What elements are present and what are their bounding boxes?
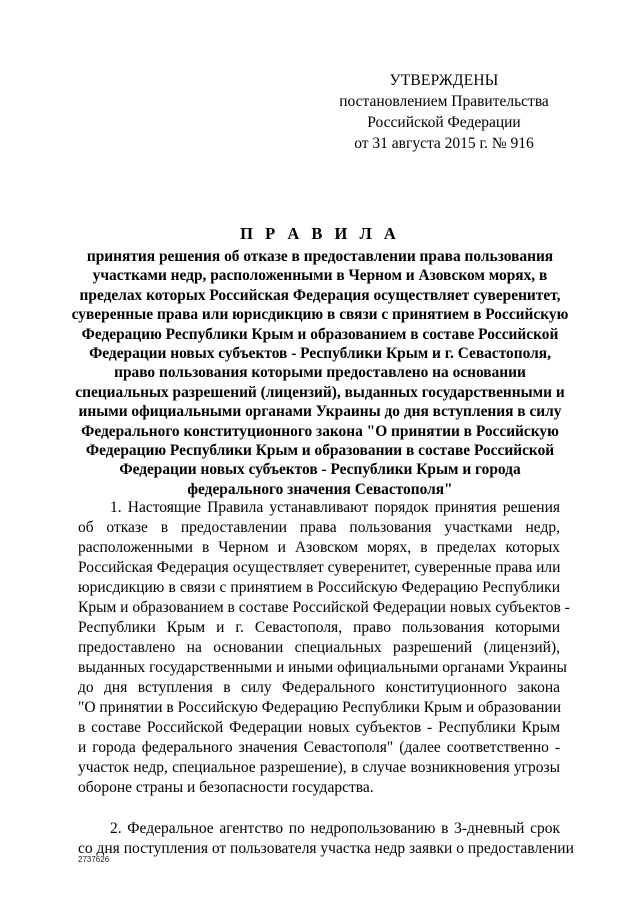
subtitle-line: Федерацию Республики Крым и образованием в составе Российской	[81, 325, 559, 343]
approval-line-1: постановлением Правительства	[339, 93, 549, 110]
subtitle-line: федерального значения Севастополя"	[187, 480, 453, 498]
paragraph-line: Республики Крым и г. Севастополя, право пользования которыми	[78, 619, 560, 636]
paragraph-line: в составе Российской Федерации новых субъектов - Республики Крым	[78, 719, 560, 736]
paragraph-line: Крым и образованием в составе Российской Федерации новых субъектов -	[78, 599, 570, 616]
subtitle-line: Федерального конституционного закона "О принятии в Российскую	[81, 422, 559, 440]
subtitle-line: суверенные права или юрисдикцию в связи с принятием в Российскую	[71, 306, 569, 324]
subtitle-line: Федерации новых субъектов - Республики Крым и города	[119, 461, 521, 479]
paragraph-1	[78, 498, 570, 798]
rules-subtitle	[70, 247, 570, 499]
paragraph-line: и города федерального значения Севастополя" (далее соответственно -	[78, 739, 560, 756]
paragraph-line: 2. Федеральное агентство по недропользованию в 3-дневный срок	[110, 820, 560, 837]
approval-block	[320, 70, 568, 154]
approval-line-2: Российской Федерации	[367, 114, 521, 131]
paragraph-line: предоставлено на основании специальных разрешений (лицензий),	[78, 639, 560, 656]
subtitle-line: специальных разрешений (лицензий), выданных государственными и	[75, 383, 565, 401]
paragraph-line: выданных государственными и иными официальными органами Украины	[78, 659, 567, 676]
subtitle-line: иными официальными органами Украины до дня вступления в силу	[78, 403, 562, 421]
paragraph-line: "О принятии в Российскую Федерацию Республики Крым и образовании	[78, 699, 561, 716]
subtitle-line: принятия решения об отказе в предоставлении права пользования	[86, 248, 554, 265]
approval-title: УТВЕРЖДЕНЫ	[389, 72, 499, 89]
paragraph-line: расположенными в Черном и Азовском морях, в пределах которых	[78, 539, 560, 556]
paragraph-line: об отказе в предоставлении права пользования участками недр,	[78, 519, 560, 536]
paragraph-line: со дня поступления от пользователя участка недр заявки о предоставлении	[78, 840, 574, 857]
approval-line-3: от 31 августа 2015 г. № 916	[354, 135, 534, 152]
rules-title: П Р А В И Л А	[240, 224, 400, 243]
subtitle-line: участками недр, расположенными в Черном и Азовском морях, в	[92, 267, 548, 285]
paragraph-line: юрисдикцию в связи с принятием в Российскую Федерацию Республики	[78, 579, 560, 596]
subtitle-line: пределах которых Российская Федерация осуществляет суверенитет,	[79, 286, 561, 304]
subtitle-line: Федерации новых субъектов - Республики Крым и г. Севастополя,	[89, 345, 551, 363]
paragraph-2	[78, 819, 574, 859]
subtitle-line: Федерацию Республики Крым и образовании в составе Российской	[85, 442, 555, 460]
paragraph-line: до дня вступления в силу Федерального конституционного закона	[78, 679, 560, 696]
paragraph-line: 1. Настоящие Правила устанавливают порядок принятия решения	[110, 499, 560, 516]
document-code: 2737626	[78, 855, 110, 864]
paragraph-line: Российская Федерация осуществляет суверенитет, суверенные права или	[78, 559, 561, 576]
paragraph-line: обороне страны и безопасности государства.	[78, 779, 374, 796]
paragraph-line: участок недр, специальное разрешение), в случае возникновения угрозы	[78, 759, 560, 776]
subtitle-line: право пользования которыми предоставлено на основании	[114, 364, 526, 382]
